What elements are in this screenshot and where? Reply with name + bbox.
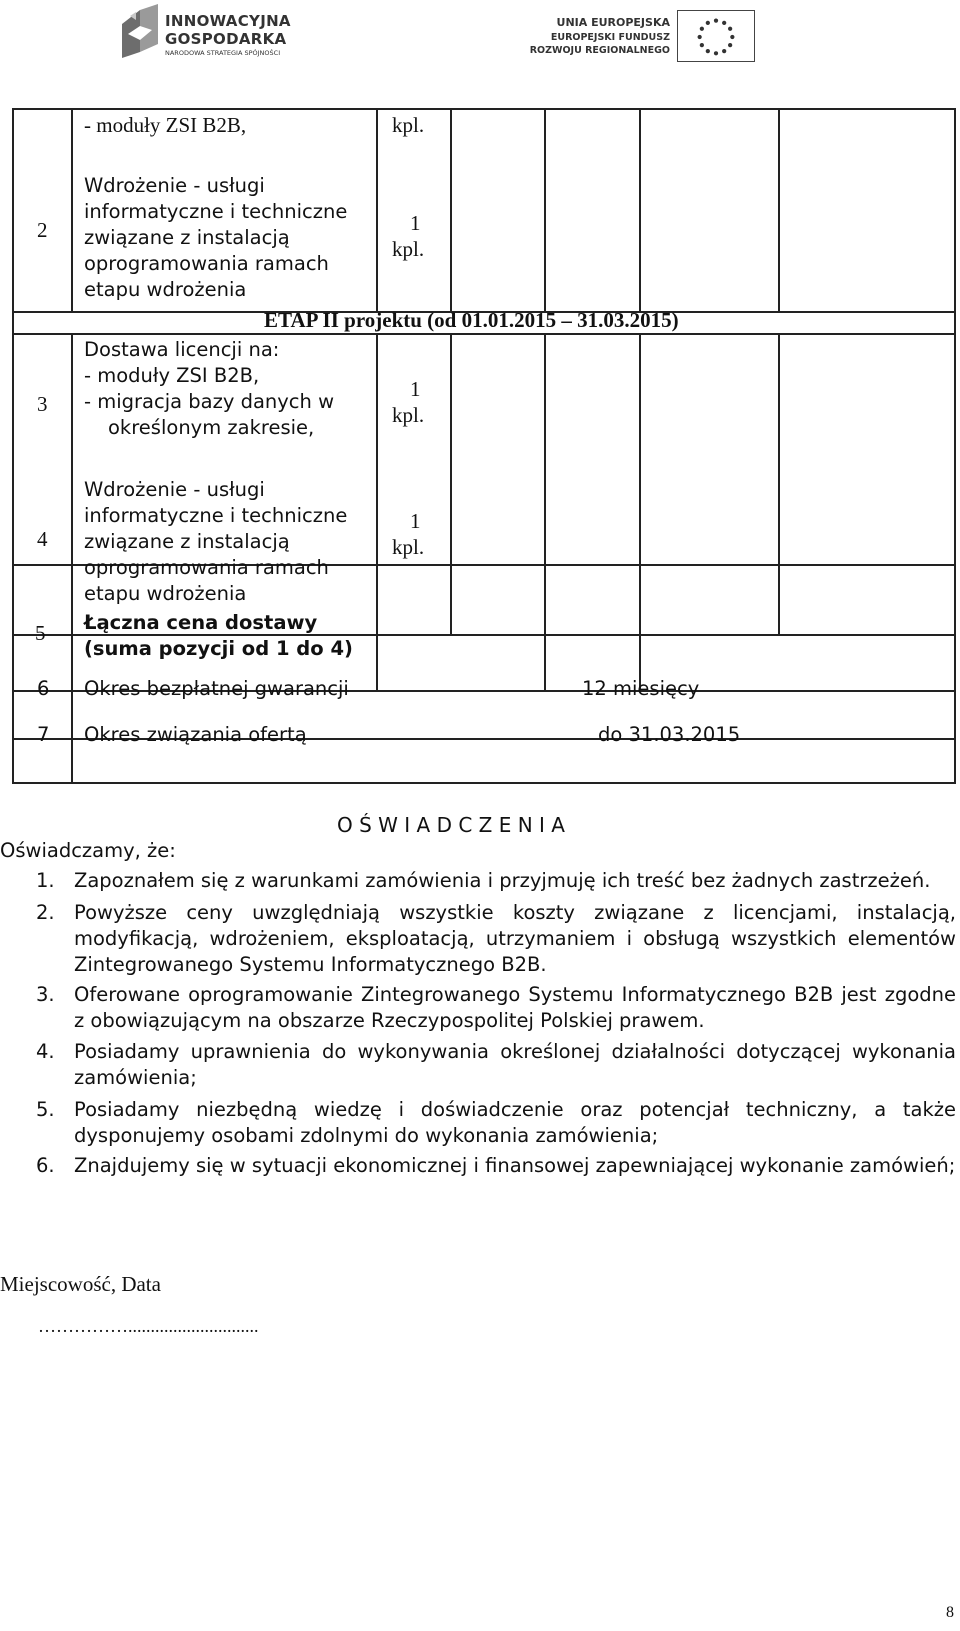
logo-line-1: INNOWACYJNA [165,12,291,30]
row1-item: - moduły ZSI B2B, [84,113,247,137]
row7-value: do 31.03.2015 [598,723,741,746]
innowacyjna-gospodarka-emblem-icon [120,4,160,58]
row6-value: 12 miesięcy [582,677,700,700]
eu-logo-line-1: UNIA EUROPEJSKA [556,16,670,29]
decl-2-number: 2. [36,901,55,924]
row4-line4: oprogramowania ramach [84,556,329,579]
row5-line2: (suma pozycji od 1 do 4) [84,637,353,660]
stage-header: ETAP II projektu (od 01.01.2015 – 31.03.2015) [264,308,679,332]
eu-flag-icon [677,10,755,62]
decl-5-text: Posiadamy niezbędną wiedzę i doświadczenie oraz potencjał techniczny, a także dysponujemy osobami zdolnymi do wykonania zamówienia; [74,1098,956,1147]
row5-number: 5 [35,621,46,645]
row2-unit: kpl. [392,237,425,261]
row4-line5: etapu wdrożenia [84,582,247,605]
row7-number: 7 [37,723,50,746]
row3-line4: określonym zakresie, [108,416,315,439]
decl-5-number: 5. [36,1098,55,1121]
row2-line5: etapu wdrożenia [84,278,247,301]
decl-4-number: 4. [36,1040,55,1063]
decl-6-text: Znajdujemy się w sytuacji ekonomicznej i finansowej zapewniającej wykonanie zamówień; [74,1154,956,1177]
row2-qty: 1 [410,211,421,235]
row3-line2: - moduły ZSI B2B, [84,364,260,387]
decl-2-text: Powyższe ceny uwzględniają wszystkie koszty związane z licencjami, instalacją, modyfikacją, wdrożeniem, eksploatacją, utrzymaniem i obsługą wszystkich elementów Zintegrowanego Systemu Informatycznego B2B. [74,901,956,976]
row3-unit: kpl. [392,403,425,427]
row2-line2: informatyczne i techniczne [84,200,348,223]
row2-line1: Wdrożenie - usługi [84,174,265,197]
row1-unit: kpl. [392,113,425,137]
row3-line3: - migracja bazy danych w [84,390,335,413]
signature-dots: ……………............................. [38,1316,259,1336]
decl-3-number: 3. [36,983,55,1006]
row4-line2: informatyczne i techniczne [84,504,348,527]
eu-logo-line-2: EUROPEJSKI FUNDUSZ [550,32,670,43]
decl-1-text: Zapoznałem się z warunkami zamówienia i przyjmuję ich treść bez żadnych zastrzeżeń. [74,869,931,892]
row6-number: 6 [37,677,50,700]
logo-line-2: GOSPODARKA [165,30,287,48]
eu-logo [529,4,755,58]
decl-1-number: 1. [36,869,55,892]
declarations-title: O Ś W I A D C Z E N I A [337,813,565,837]
row4-number: 4 [37,527,48,551]
innowacyjna-gospodarka-logo [120,4,291,58]
row2-number: 2 [37,218,48,242]
eu-logo-line-3: ROZWOJU REGIONALNEGO [529,45,670,56]
place-date-label: Miejscowość, Data [0,1272,161,1296]
row7-label: Okres związania ofertą [84,723,307,746]
decl-6-number: 6. [36,1154,55,1177]
row3-number: 3 [37,392,48,416]
logo-line-3: NARODOWA STRATEGIA SPÓJNOŚCI [165,49,281,57]
row3-line1: Dostawa licencji na: [84,338,280,361]
row6-label: Okres bezpłatnej gwarancji [84,677,349,700]
row2-line3: związane z instalacją [84,226,290,249]
row4-unit: kpl. [392,535,425,559]
row4-qty: 1 [410,509,421,533]
row2-line4: oprogramowania ramach [84,252,329,275]
declarations-intro: Oświadczamy, że: [0,839,176,862]
row4-line3: związane z instalacją [84,530,290,553]
row5-line1: Łączna cena dostawy [84,611,318,634]
row4-line1: Wdrożenie - usługi [84,478,265,501]
decl-3-text: Oferowane oprogramowanie Zintegrowanego Systemu Informatycznego B2B jest zgodne z obowiązującym na obszarze Rzeczypospolitej Polskiej prawem. [74,983,956,1032]
row3-qty: 1 [410,377,421,401]
decl-4-text: Posiadamy uprawnienia do wykonywania określonej działalności dotyczącej wykonania zamówienia; [74,1040,956,1089]
offer-table [12,108,956,784]
page-number: 8 [946,1604,954,1621]
